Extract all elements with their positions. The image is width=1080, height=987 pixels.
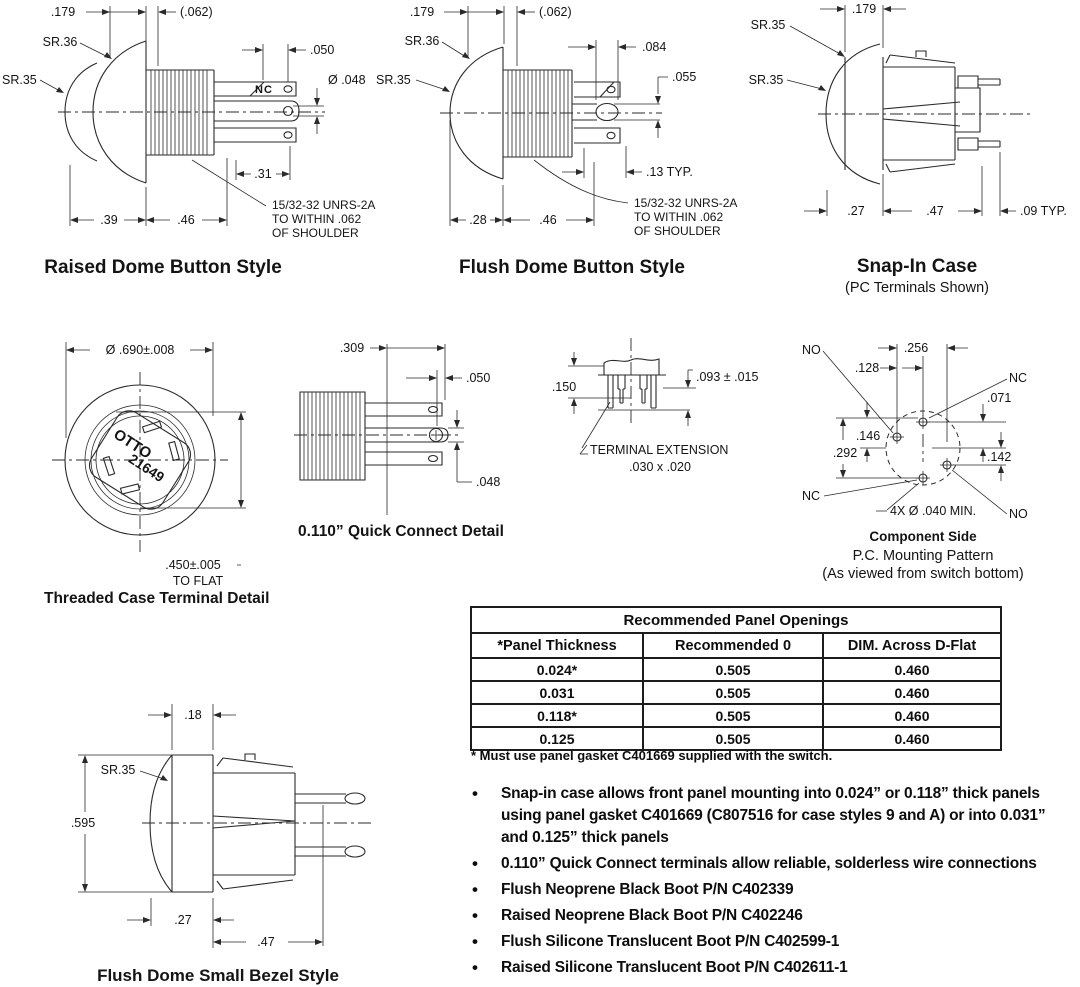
dim-128-label: .128 xyxy=(854,361,880,375)
table-row xyxy=(471,727,1001,750)
thread-note-line2: TO WITHIN .062 xyxy=(634,210,724,224)
figure-subtitle: (PC Terminals Shown) xyxy=(845,280,989,296)
dim-071-label: .071 xyxy=(987,391,1012,405)
figure-quick-connect xyxy=(290,330,520,560)
dim-28-label: .28 xyxy=(469,213,487,227)
mounting-pattern-dimensions xyxy=(823,344,1007,514)
table-cell: 0.460 xyxy=(823,704,1001,727)
list-item: • Flush Silicone Translucent Boot P/N C402599-1 xyxy=(468,931,1076,953)
dim-46-label: .46 xyxy=(539,213,557,227)
table-row xyxy=(471,658,1001,681)
raised-dome-dimensions xyxy=(40,6,324,226)
dim-050-label: .050 xyxy=(310,43,335,57)
figure-title: 0.110” Quick Connect Detail xyxy=(298,523,504,540)
dim-050-label: .050 xyxy=(466,371,491,385)
dim-179-label: .179 xyxy=(409,5,435,19)
list-item: • Snap-in case allows front panel mounting into 0.024” or 0.118” thick panels using panel gasket C401669 (C807516 for case styles 9 and A) or into 0.031” and 0.125” thick panels xyxy=(468,783,1076,849)
flush-dome-dimensions xyxy=(416,6,668,226)
sr35-upper-label: SR.35 xyxy=(750,18,786,32)
table-cell: 0.505 xyxy=(643,658,823,681)
dim-27-label: .27 xyxy=(174,913,192,927)
threaded-case-dimensions xyxy=(66,342,246,565)
dim-13typ-label: .13 TYP. xyxy=(646,165,693,179)
table-cell: 0.125 xyxy=(471,727,643,750)
figure-subtitle-2: (As viewed from switch bottom) xyxy=(822,566,1024,582)
list-item: • 0.110” Quick Connect terminals allow reliable, solderless wire connections xyxy=(468,853,1076,875)
hole-size-note: 4X Ø .040 MIN. xyxy=(890,504,977,518)
dim-256-label: .256 xyxy=(903,341,929,355)
list-item: • Raised Neoprene Black Boot P/N C402246 xyxy=(468,905,1076,927)
small-bezel-drawing xyxy=(142,754,372,892)
dim-39-label: .39 xyxy=(100,213,118,227)
col-header-dim-across-dflat: DIM. Across D-Flat xyxy=(823,633,1001,658)
feature-notes-list xyxy=(468,783,1076,983)
table-title: Recommended Panel Openings xyxy=(471,607,1001,633)
thread-note-line3: OF SHOULDER xyxy=(272,226,359,240)
figure-title: Raised Dome Button Style xyxy=(44,257,282,278)
col-header-panel-thickness: *Panel Thickness xyxy=(471,633,643,658)
figure-title: Snap-In Case xyxy=(856,256,978,277)
snap-in-dimensions xyxy=(787,5,1016,216)
flush-dome-drawing xyxy=(440,47,662,179)
panel-openings-table xyxy=(470,606,1000,751)
dim-084-label: .084 xyxy=(642,40,667,54)
table-cell: 0.505 xyxy=(643,704,823,727)
terminal-extension-dimensions xyxy=(568,352,696,454)
snap-in-drawing xyxy=(818,44,1030,184)
dim-179-label: .179 xyxy=(851,2,877,16)
dia-690-label: Ø .690±.008 xyxy=(105,343,175,357)
table-row xyxy=(471,681,1001,704)
table-cell: 0.460 xyxy=(823,681,1001,704)
table-cell: 0.505 xyxy=(643,681,823,704)
dim-142-label: .142 xyxy=(987,450,1012,464)
dim-055-label: .055 xyxy=(672,70,697,84)
figure-pc-mounting-pattern xyxy=(790,330,1080,590)
dim-062-label: (.062) xyxy=(180,5,213,19)
no-top-label: NO xyxy=(802,343,821,357)
table-row xyxy=(471,704,1001,727)
dia-048-label: Ø .048 xyxy=(328,73,366,87)
figure-small-bezel xyxy=(50,690,380,987)
sr36-label: SR.36 xyxy=(42,35,78,49)
nc-top-label: NC xyxy=(1009,371,1028,385)
list-item: • Raised Silicone Translucent Boot P/N C402611-1 xyxy=(468,957,1076,979)
dim-150-label: .150 xyxy=(551,380,577,394)
table-cell: 0.460 xyxy=(823,727,1001,750)
dim-179-label: .179 xyxy=(50,5,76,19)
sr35-label: SR.35 xyxy=(376,73,411,87)
figure-title: Component Side xyxy=(869,529,977,544)
dim-146-label: .146 xyxy=(855,429,881,443)
terminal-extension-drawing xyxy=(598,338,666,426)
figure-raised-dome xyxy=(0,0,376,290)
thread-note-line1: 15/32-32 UNRS-2A xyxy=(634,196,738,210)
table-cell: 0.460 xyxy=(823,658,1001,681)
dim-47-label: .47 xyxy=(257,935,275,949)
part-number-text: 21649 xyxy=(126,450,168,486)
dim-46-label: .46 xyxy=(177,213,195,227)
small-bezel-dimensions xyxy=(78,704,323,948)
sr35-lower-label: SR.35 xyxy=(748,73,784,87)
sr35-label: SR.35 xyxy=(2,73,37,87)
figure-title: Flush Dome Small Bezel Style xyxy=(97,966,339,985)
nc-bottom-label: NC xyxy=(802,489,821,503)
dim-062-label: (.062) xyxy=(539,5,572,19)
dim-18-label: .18 xyxy=(184,708,202,722)
figure-title: Flush Dome Button Style xyxy=(459,257,685,278)
terminal-extension-size: .030 x .020 xyxy=(629,460,691,474)
dim-27-label: .27 xyxy=(847,204,865,218)
thread-note-line2: TO WITHIN .062 xyxy=(272,212,362,226)
figure-subtitle-1: P.C. Mounting Pattern xyxy=(852,548,994,564)
figure-title: Threaded Case Terminal Detail xyxy=(44,590,270,607)
table-cell: 0.118* xyxy=(471,704,643,727)
list-item: • Flush Neoprene Black Boot P/N C402339 xyxy=(468,879,1076,901)
table-cell: 0.024* xyxy=(471,658,643,681)
no-bottom-label: NO xyxy=(1009,507,1028,521)
sr36-label: SR.36 xyxy=(404,34,440,48)
dim-292-label: .292 xyxy=(832,446,858,460)
dim-450-label: .450±.005 xyxy=(165,558,221,572)
thread-note-line1: 15/32-32 UNRS-2A xyxy=(272,198,376,212)
dim-09typ-label: .09 TYP. xyxy=(1020,204,1067,218)
quick-connect-dimensions xyxy=(370,344,472,515)
sr35-label: SR.35 xyxy=(100,763,136,777)
figure-snap-in-case xyxy=(730,0,1080,300)
dim-595-label: .595 xyxy=(70,816,96,830)
nc-terminal-label: NC xyxy=(255,84,273,96)
table-cell: 0.031 xyxy=(471,681,643,704)
table-cell: 0.505 xyxy=(643,727,823,750)
dim-093-label: .093 ± .015 xyxy=(696,370,759,384)
raised-dome-drawing xyxy=(58,41,325,183)
otto-brand-text: OTTO xyxy=(110,425,155,463)
terminal-extension-note: TERMINAL EXTENSION xyxy=(590,443,729,457)
dim-309-label: .309 xyxy=(339,341,365,355)
figure-terminal-extension xyxy=(540,330,770,500)
thread-note-line3: OF SHOULDER xyxy=(634,224,721,238)
figure-flush-dome xyxy=(362,0,738,290)
dim-048-label: .048 xyxy=(476,475,501,489)
dim-47-label: .47 xyxy=(926,204,944,218)
table-footnote: * Must use panel gasket C401669 supplied with the switch. xyxy=(471,748,833,763)
to-flat-label: TO FLAT xyxy=(172,574,224,588)
figure-threaded-case xyxy=(30,330,310,620)
dim-31-label: .31 xyxy=(254,167,272,181)
col-header-recommended: Recommended 0 xyxy=(643,633,823,658)
